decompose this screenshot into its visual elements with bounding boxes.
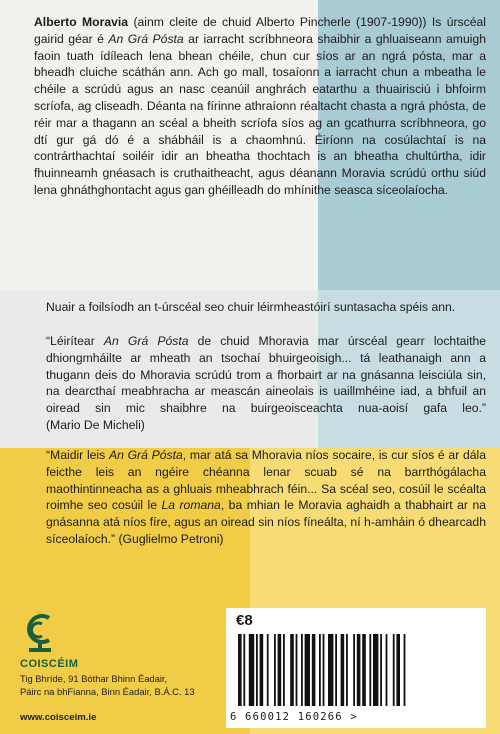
barcode-bar [249,634,254,706]
barcode-bar [386,634,388,706]
barcode-bar [335,634,337,706]
reviews-intro: Nuair a foilsíodh an t-úrscéal seo chuir léirmheastóirí suntasacha spéis ann. [46,300,456,314]
price-label: €8 [236,612,253,629]
barcode-bar [373,634,378,706]
quote-text-rest: , ba mhian le Moravia aghaidh a thabhairt ar na gnásanna atá níos fíre, agus an oiread sin níos fíneálta, ní h-amháin ó dhearcadh síceolaíoch.” [46,498,487,546]
coisceim-logo-icon [20,610,60,658]
barcode-bar [283,634,285,706]
barcode-bar [274,634,276,706]
barcode-bar [238,634,242,706]
barcode-bar [328,634,333,706]
quote-other-title: La romana [161,498,221,513]
publisher-name: COISCÉIM [20,658,79,670]
quote-author: (Mario De Micheli) [46,417,145,432]
barcode-bar [323,634,325,706]
publisher-website: www.coisceim.ie [20,712,97,723]
author-name: Alberto Moravia [34,15,129,29]
bio-text-rest: ar iarracht scríbhneora shaibhir a ghluaiseann amuigh faoin tuath ídíleach lena bhean chéile, chun cur síos ar an ngrá pósta, mar a bheadh cluiche scáthán ann. Ach go mall, tosaíonn a iarracht chun a mbeatha le chéile a scrúdú agus an nasc ceanúil anghrách eatarthu a thuairisciú i bhfoirm scríofa, ag cliseadh. Déanta na fírinne athraíonn réaltacht chasta a ngrá phósta, de réir mar a thagann an scéal a bheith scríofa síos ag an gcathurra scríbhneora, go dtí gur gá dó é a shábháil is a chaomhnú. Éiríonn na cosúlachtaí is na contrárthachtaí soiléir idir an bheatha thochtach is an bheatha chultúrtha, idir fhuinneamh gnéasach is cruthaitheacht, agus déanann Moravia scrúdú orthu siúd lena ghnáthghontacht agus gan ghéilleadh do mhínithe seasca síceolaíocha. [34,31,486,197]
quote-text-rest: de chuid Mhoravia mar úrscéal gearr lochtaithe dhiongmháilte ar mheath an tsochaí bhuirgeoisigh... tá leathanaigh ann a thugann deis do Mhoravia scrúdú trom a fhorbairt ar na gnásanna leisciúla sin, na dearcthaí meabhracha ar meascán aineolais is uaillmhéine iad, a bhfuil an oiread sin mic shaibhre na buirgeoisceachta nua-aoisí gafa leo.” [46,334,487,416]
author-name-note: (ainm cleite de chuid Alberto Pincherle (1907-1990)) [133,15,427,29]
barcode-bar [380,634,382,706]
barcode-bar [256,634,258,706]
barcode-bar [260,634,264,706]
barcode-bar [319,634,321,706]
quote-text-start: “Léirítear [46,334,104,348]
barcode-bar [290,634,294,706]
quote-text-start: “Maidir leis [46,448,109,462]
barcode-bar [305,634,310,706]
review-quote-petroni [46,447,486,548]
publisher-address [20,673,195,698]
barcode-bar [296,634,298,706]
address-line-2: Páirc na bhFianna, Binn Éadair, B.Á.C. 13 [20,685,195,697]
quote-author: (Guglielmo Petroni) [118,531,224,546]
barcode-bar [362,634,366,706]
barcode-bar [404,634,406,706]
barcode-bar [267,634,269,706]
barcode-bar [278,634,282,706]
barcode-bar [393,634,395,706]
barcode-bar [353,634,355,706]
review-quote-de-micheli [46,333,486,434]
barcode-digits: 6 660012 160266 > [230,711,358,723]
quote-book-title: An Grá Pósta [103,334,189,348]
quote-book-title: An Grá Pósta [108,448,183,462]
barcode-bar [346,634,348,706]
book-title: An Grá Pósta [108,31,184,46]
address-line-1: Tig Bhríde, 91 Bóthar Bhinn Éadair, [20,673,168,684]
barcode-bar [341,634,345,706]
barcode-bar [357,634,361,706]
quote-text-middle: , mar atá sa Mhoravia níos socaire, is cur síos é ar dála feicthe leis an ngéire chéanna lenar scuab sé na barrthógálacha maothintinneacha as a ghluais mheabhrach féin... Sa scéal seo, cosúil le scéalta roimhe seo cosúil le [46,448,486,513]
author-bio [34,14,486,199]
barcode-icon [238,634,438,710]
barcode-bar [312,634,316,706]
barcode-bar [243,634,245,706]
barcode-bar [369,634,371,706]
barcode-bar [396,634,400,706]
bio-text-start: Is úrscéal gairid géar é [34,15,487,46]
barcode-bar [301,634,303,706]
